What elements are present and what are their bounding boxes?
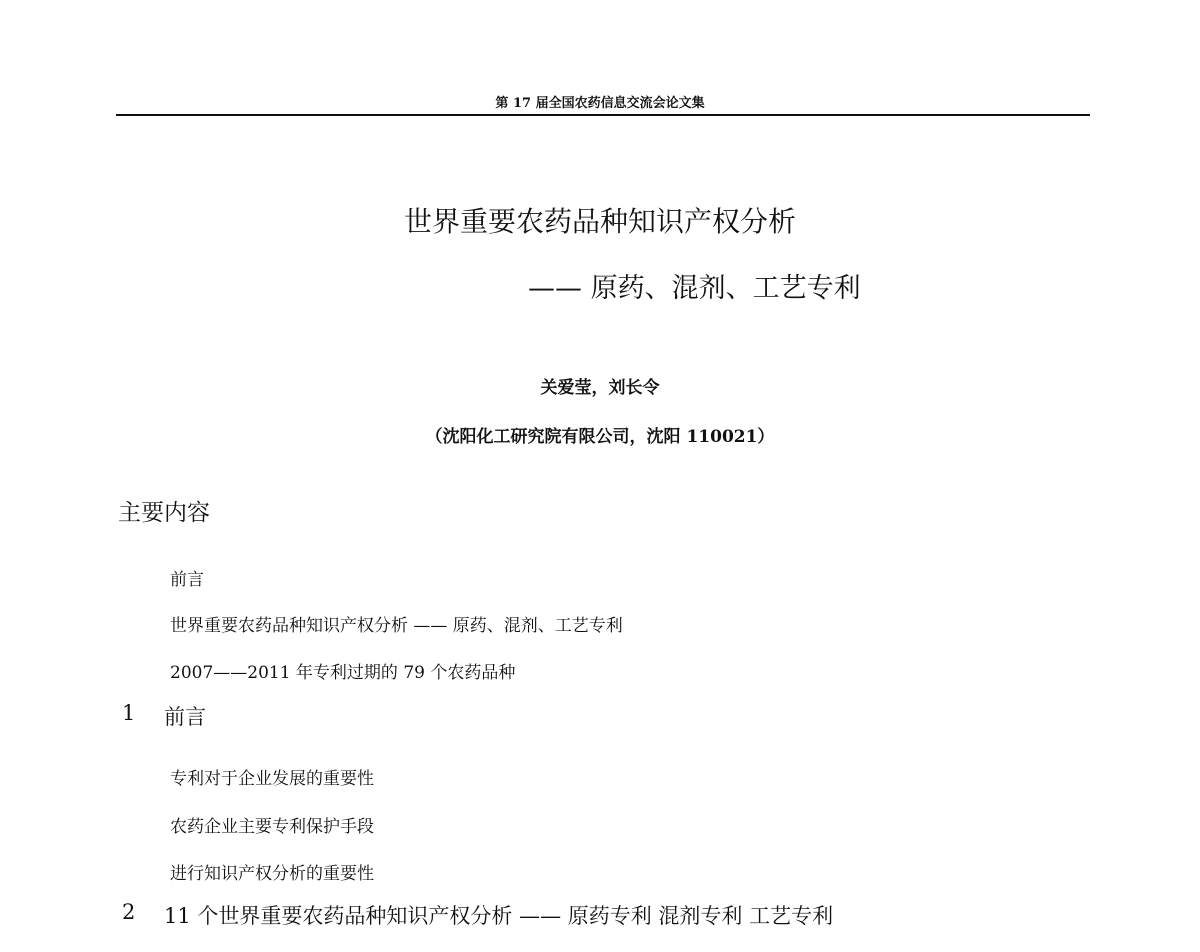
section-item: 专利对于企业发展的重要性 xyxy=(170,769,374,789)
contents-heading: 主要内容 xyxy=(118,500,210,526)
paper-subtitle: —— 原药、混剂、工艺专利 xyxy=(528,273,861,304)
section-number: 2 xyxy=(122,900,136,924)
paper-title: 世界重要农药品种知识产权分析 xyxy=(403,205,796,238)
section-item: 农药企业主要专利保护手段 xyxy=(170,817,374,837)
running-header: 第 17 届全国农药信息交流会论文集 xyxy=(495,96,705,111)
header-rule xyxy=(116,114,1090,116)
section-title: 11 个世界重要农药品种知识产权分析 —— 原药专利 混剂专利 工艺专利 xyxy=(164,904,834,928)
paper-authors: 关爱莹，刘长令 xyxy=(540,378,660,398)
section-title: 前言 xyxy=(164,705,206,729)
section-item: 进行知识产权分析的重要性 xyxy=(170,864,374,884)
contents-item: 世界重要农药品种知识产权分析 —— 原药、混剂、工艺专利 xyxy=(170,616,623,636)
contents-item: 2007——2011 年专利过期的 79 个农药品种 xyxy=(170,663,516,683)
section-number: 1 xyxy=(122,701,136,725)
paper-affiliation: （沈阳化工研究院有限公司，沈阳 110021） xyxy=(425,427,775,447)
contents-item: 前言 xyxy=(170,570,204,590)
